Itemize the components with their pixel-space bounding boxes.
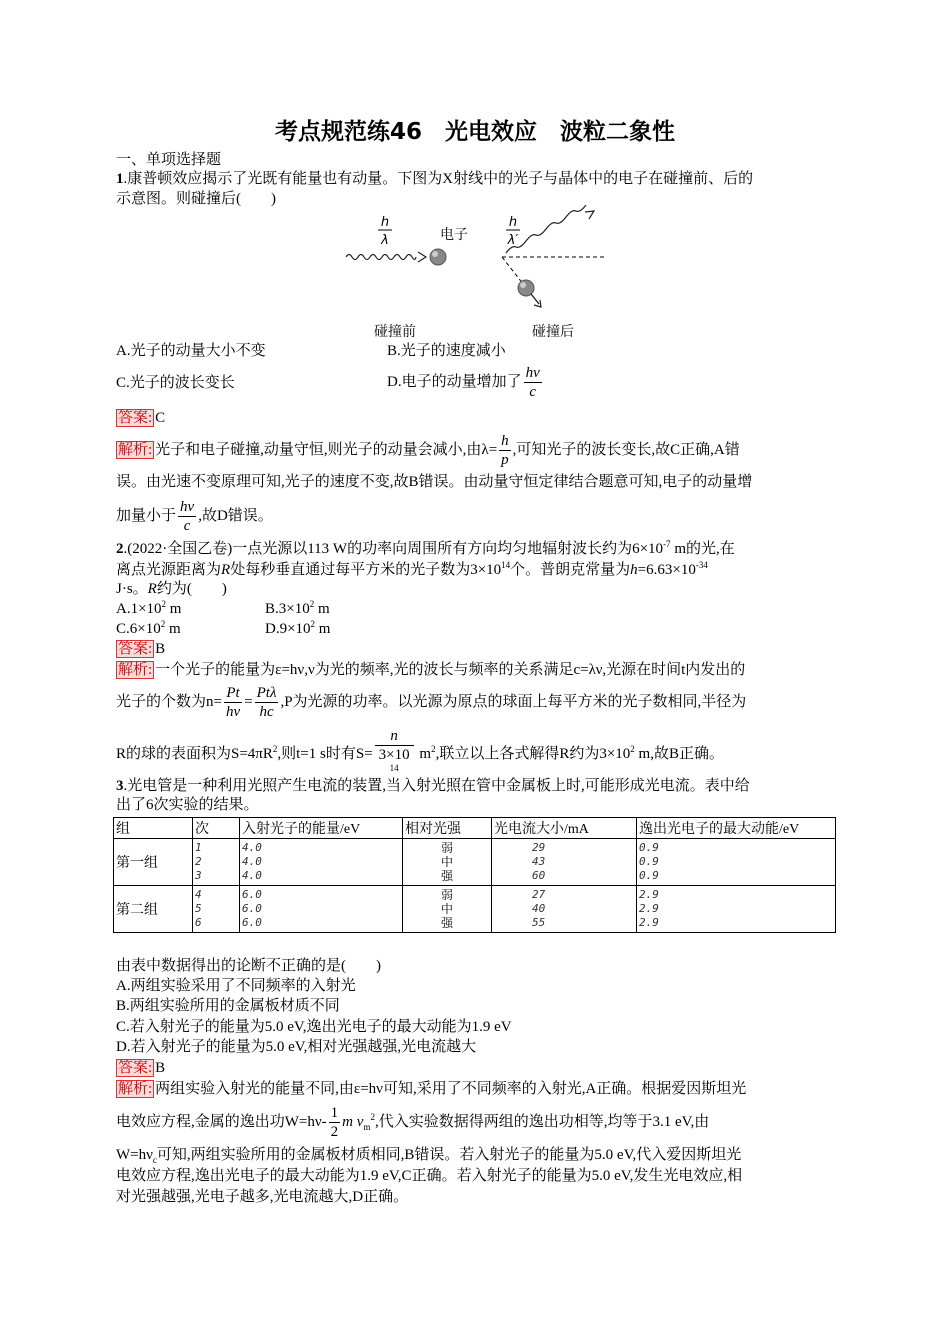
q1-option-c: C.光子的波长变长 xyxy=(116,375,235,391)
q2-analysis-line2: 光子的个数为n= $\frac{Pt}{h\nu}$ = $\frac{\text{Ptλ}}{hc}$ ,P为光源的功率。以光源为原点的球面上每平方米的光子数相同,半径为 xyxy=(116,685,747,721)
energy-cell: 6.0 6.0 6.0 xyxy=(240,886,403,933)
q2-answer-value: B xyxy=(155,641,166,657)
q3-option-c: C.若入射光子的能量为5.0 eV,逸出光电子的最大动能为1.9 eV xyxy=(116,1019,512,1035)
fraction-one-half: $\frac{1}{2}$ xyxy=(330,1105,339,1141)
fig-after-label: 碰撞后 xyxy=(532,324,574,340)
electron-before xyxy=(430,249,446,265)
col-header-current: 光电流大小/mA xyxy=(492,818,637,839)
q1-analysis-line1: 解析: 光子和电子碰撞,动量守恒,则光子的动量会减小,由λ= $\frac{h}{p}$ ,可知光子的波长变长,故C正确,A错 xyxy=(118,433,740,469)
fraction-hv-c: $\frac{h\nu}{c}$ xyxy=(525,365,540,401)
q3-stem-line1: 3.光电管是一种利用光照产生电流的装置,当入射光照在管中金属板上时,可能形成光电流。表中给 xyxy=(116,778,750,794)
q3-analysis-line3: $W=h\nu_c$可知,两组实验所用的金属板材质相同,B错误。若入射光子的能量为5.0 eV,代入爱因斯坦光 xyxy=(116,1147,742,1165)
q1-analysis-line2: 误。由光速不变原理可知,光子的速度不变,故B错误。由动量守恒定律结合题意可知,电子的动量增 xyxy=(116,474,753,490)
q2-option-d: $D.9\times 10^2$ m xyxy=(265,619,331,637)
q2-stem-line1: 2.(2022·全国乙卷)一点光源以113 W的功率向周围所有方向均匀地辐射波长约为$6\times 10^{-7}$ m的光,在 xyxy=(116,539,735,557)
q1-analysis-line3: 加量小于 $\frac{h\nu}{c}$ ,故D错误。 xyxy=(116,499,273,535)
fig-lambda-before: λ xyxy=(381,233,389,248)
col-header-intensity: 相对光强 xyxy=(403,818,492,839)
q3-question: 由表中数据得出的论断不正确的是( ) xyxy=(116,958,381,974)
q2-analysis-line3: R的球的表面积为$S=4\pi R^2$,则t=1 s时有S= n 3×10 $^{14}$ $m^2$,联立以上各式解得R约为$3\times 10^2$ m,故B正确。 xyxy=(116,727,724,782)
section-heading: 一、单项选择题 xyxy=(116,152,222,168)
q1-option-d: D.电子的动量增加了 $\frac{h\nu}{c}$ xyxy=(387,365,540,401)
col-header-trial: 次 xyxy=(193,818,240,839)
fig-electron-label: 电子 xyxy=(440,227,468,243)
q3-analysis-line4: 电效应方程,逸出光电子的最大动能为1.9 eV,C正确。若入射光子的能量为5.0 eV,发生光电效应,相 xyxy=(116,1168,743,1184)
q1-option-b: B.光子的速度减小 xyxy=(387,343,506,359)
answer-tag: 答案: xyxy=(118,410,153,426)
table-row xyxy=(114,839,836,886)
q1-option-a: A.光子的动量大小不变 xyxy=(116,343,266,359)
q3-number: 3 xyxy=(116,778,124,794)
q3-option-b: B.两组实验所用的金属板材质不同 xyxy=(116,998,340,1014)
col-header-max-ek: 逸出光电子的最大动能/eV xyxy=(637,818,836,839)
fraction-pt-hv: $\frac{Pt}{h\nu}$ xyxy=(225,685,241,721)
col-header-energy: 入射光子的能量/eV xyxy=(240,818,403,839)
intensity-cell: 弱 中 强 xyxy=(403,839,492,886)
q3-option-a: A.两组实验采用了不同频率的入射光 xyxy=(116,978,356,994)
q3-option-d: D.若入射光子的能量为5.0 eV,相对光强越强,光电流越大 xyxy=(116,1039,477,1055)
intensity-cell: 弱 中 强 xyxy=(403,886,492,933)
answer-tag: 答案: xyxy=(118,641,153,657)
incident-photon-wave xyxy=(346,255,416,260)
fraction-hv-c-2: $\frac{h\nu}{c}$ xyxy=(180,499,195,535)
group-name: 第二组 xyxy=(114,886,193,933)
analysis-tag: 解析: xyxy=(118,442,153,458)
q3-analysis-line1: 解析: 两组实验入射光的能量不同,由ε=hν可知,采用了不同频率的入射光,A正确。根据爱因斯坦光 xyxy=(118,1081,747,1097)
q1-number: 1 xyxy=(116,171,124,187)
trial-cell: 1 2 3 xyxy=(193,839,240,886)
q2-option-c: $C.6\times 10^2$ m xyxy=(116,619,181,637)
fig-h-after: h xyxy=(508,215,518,230)
table-row xyxy=(114,886,836,933)
group-name: 第一组 xyxy=(114,839,193,886)
table-header-row xyxy=(114,818,836,839)
col-header-group: 组 xyxy=(114,818,193,839)
fig-lambda-prime: λ′ xyxy=(507,233,519,248)
q2-number: 2 xyxy=(116,541,124,557)
q2-analysis-line1: 解析: 一个光子的能量为ε=hν,ν为光的频率,光的波长与频率的关系满足c=λν,光源在时间t内发出的 xyxy=(118,662,746,678)
compton-figure xyxy=(340,205,620,345)
fig-h-before: h xyxy=(380,215,390,230)
q1-answer xyxy=(116,409,165,428)
q1-stem-line2: 示意图。则碰撞后( ) xyxy=(116,191,276,207)
q1-stem-line1: 1.康普顿效应揭示了光既有能量也有动量。下图为X射线中的光子与晶体中的电子在碰撞前、后的 xyxy=(116,171,754,187)
q2-answer xyxy=(116,640,165,659)
experiment-table xyxy=(113,817,836,933)
q2-option-a: $A.1\times 10^2$ m xyxy=(116,599,182,617)
q3-answer-value: B xyxy=(155,1060,166,1076)
page-title: 考点规范练46 光电效应 波粒二象性 xyxy=(274,119,675,145)
analysis-tag: 解析: xyxy=(118,1081,153,1097)
q3-analysis-line2: 电效应方程,金属的逸出功W=hν- $\frac{1}{2}$ m $v_m^2$,代入实验数据得两组的逸出功相等,均等于3.1 eV,由 xyxy=(116,1105,710,1141)
electron-after xyxy=(518,280,534,296)
answer-tag: 答案: xyxy=(118,1060,153,1076)
analysis-tag: 解析: xyxy=(118,662,153,678)
q3-answer xyxy=(116,1059,165,1078)
max-ek-cell: 0.9 0.9 0.9 xyxy=(637,839,836,886)
fraction-n-3e14: n 3×10 $^{14}$ xyxy=(375,727,414,782)
q3-analysis-line5: 对光强越强,光电子越多,光电流越大,D正确。 xyxy=(116,1189,409,1205)
q2-stem-line3: J·s。R约为( ) xyxy=(116,581,227,597)
q2-option-b: $B.3\times 10^2$ m xyxy=(265,599,330,617)
q1-answer-value: C xyxy=(155,410,166,426)
current-cell: 29 43 60 xyxy=(492,839,637,886)
fraction-ptl-hc: $\frac{\text{Ptλ}}{hc}$ xyxy=(256,685,277,721)
q2-stem-line2: 离点光源距离为R处每秒垂直通过每平方米的光子数为$3\times 10^{14}$个。普朗克常量为$h=6.63\times 10^{-34}$ xyxy=(116,560,708,578)
fig-before-label: 碰撞前 xyxy=(374,324,416,340)
fraction-h-p: $\frac{h}{p}$ xyxy=(501,433,509,469)
max-ek-cell: 2.9 2.9 2.9 xyxy=(637,886,836,933)
q3-stem-line2: 出了6次实验的结果。 xyxy=(116,797,259,813)
energy-cell: 4.0 4.0 4.0 xyxy=(240,839,403,886)
current-cell: 27 40 55 xyxy=(492,886,637,933)
trial-cell: 4 5 6 xyxy=(193,886,240,933)
